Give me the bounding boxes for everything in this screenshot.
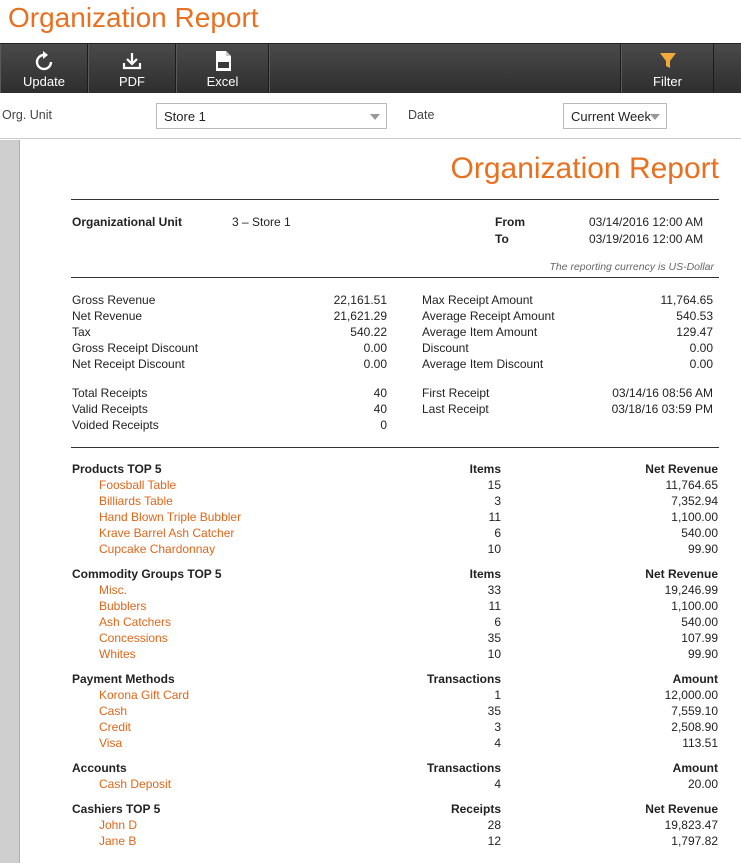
list-item-amount: 2,508.90 [671,720,718,734]
list-item-count: 4 [494,777,501,791]
divider [71,447,719,448]
section-col-header: Transactions [426,672,501,686]
list-item-link[interactable]: Billiards Table [99,494,173,508]
list-item-amount: 12,000.00 [664,688,718,702]
section-title: Cashiers TOP 5 [72,802,161,816]
summary-label: Gross Receipt Discount [72,341,199,355]
summary-value: 0.00 [689,341,713,355]
side-strip [0,140,20,863]
app-title: Organization Report [8,2,259,33]
section-col-header: Amount [672,672,718,686]
section-col-header: Amount [672,761,718,775]
list-item-count: 10 [487,542,501,556]
report-panel [21,140,741,863]
section-col-header: Net Revenue [645,567,718,581]
to-label: To [495,232,509,246]
list-item-count: 3 [494,720,501,734]
receipts-value: 40 [373,386,387,400]
excel-label: Excel [206,74,239,89]
section-col-header: Items [469,567,501,581]
list-item-amount: 99.90 [687,542,718,556]
date-label: Date [408,108,435,122]
list-item-link[interactable]: Cash [99,704,128,718]
summary-label: Max Receipt Amount [422,293,533,307]
summary-value: 22,161.51 [333,293,387,307]
list-item-link[interactable]: Cash Deposit [99,777,172,791]
list-item-count: 10 [487,647,501,661]
list-item-amount: 1,100.00 [671,599,718,613]
list-item-link[interactable]: Jane B [99,834,137,848]
chevron-down-icon [650,114,660,120]
section-col-header: Items [469,462,501,476]
pdf-label: PDF [119,74,145,89]
section-col-header: Net Revenue [645,462,718,476]
org-unit-value: Store 1 [164,109,206,124]
org-unit-text: 3 – Store 1 [232,215,291,229]
list-item-count: 11 [488,599,501,613]
list-item-link[interactable]: Visa [99,736,123,750]
list-item-amount: 11,764.65 [665,478,718,492]
list-item-count: 4 [494,736,501,750]
receipts-value: 03/14/16 08:56 AM [612,386,713,400]
list-item-amount: 1,797.82 [671,834,718,848]
summary-value: 540.53 [676,309,713,323]
summary-label: Average Item Discount [422,357,544,371]
receipts-label: Total Receipts [72,386,148,400]
list-item-count: 1 [494,688,501,702]
divider [71,277,719,278]
summary-value: 0.00 [363,357,387,371]
receipts-label: First Receipt [422,386,490,400]
receipts-label: Last Receipt [422,402,489,416]
list-item-count: 35 [487,631,501,645]
summary-value: 540.22 [350,325,387,339]
list-item-amount: 540.00 [681,526,718,540]
section-title: Accounts [72,761,127,775]
list-item-link[interactable]: Hand Blown Triple Bubbler [99,510,242,524]
section-col-header: Receipts [450,802,501,816]
summary-label: Net Receipt Discount [72,357,185,371]
summary-label: Gross Revenue [72,293,156,307]
pdf-button[interactable] [88,44,176,94]
toolbar-spacer [269,44,621,94]
to-date: 03/19/2016 12:00 AM [589,232,704,246]
list-item-amount: 99.90 [687,647,718,661]
list-item-link[interactable]: Foosball Table [99,478,177,492]
filter-button[interactable] [621,44,714,94]
summary-value: 11,764.65 [660,293,713,307]
summary-label: Average Receipt Amount [422,309,555,323]
list-item-link[interactable]: Bubblers [99,599,147,613]
receipts-value: 0 [380,418,387,432]
currency-note: The reporting currency is US-Dollar [549,261,714,273]
receipts-label: Valid Receipts [72,402,148,416]
list-item-count: 12 [487,834,501,848]
list-item-amount: 1,100.00 [671,510,718,524]
list-item-count: 3 [494,494,501,508]
summary-value: 129.47 [676,325,713,339]
list-item-count: 6 [494,615,501,629]
list-item-link[interactable]: John D [99,818,138,832]
list-item-count: 11 [488,510,501,524]
list-item-count: 28 [487,818,501,832]
org-unit-label: Org. Unit [2,108,53,122]
receipts-label: Voided Receipts [72,418,159,432]
summary-label: Discount [422,341,469,355]
list-item-link[interactable]: Whites [99,647,136,661]
receipts-value: 40 [373,402,387,416]
list-item-link[interactable]: Credit [99,720,132,734]
excel-button[interactable] [176,44,269,94]
date-select[interactable] [563,103,667,129]
receipts-value: 03/18/16 03:59 PM [611,402,713,416]
update-label: Update [23,74,65,89]
org-unit-heading: Organizational Unit [72,215,183,229]
list-item-link[interactable]: Krave Barrel Ash Catcher [99,526,235,540]
update-button[interactable] [0,44,88,94]
toolbar [0,43,741,93]
divider [71,199,719,200]
filter-label: Filter [653,74,682,89]
funnel-icon [622,50,713,74]
report-title: Organization Report [450,152,719,185]
xls-file-icon [177,50,268,74]
list-item-count: 35 [487,704,501,718]
list-item-amount: 540.00 [681,615,718,629]
date-value: Current Week [571,109,651,124]
summary-value: 0.00 [363,341,387,355]
org-unit-select[interactable] [156,103,387,129]
list-item-count: 15 [487,478,501,492]
from-label: From [495,215,525,229]
list-item-amount: 19,823.47 [664,818,718,832]
filter-bar [0,93,741,139]
list-item-link[interactable]: Ash Catchers [99,615,172,629]
list-item-link[interactable]: Korona Gift Card [99,688,190,702]
list-item-count: 33 [487,583,501,597]
section-col-header: Net Revenue [645,802,718,816]
summary-label: Tax [72,325,91,339]
section-title: Commodity Groups TOP 5 [72,567,222,581]
list-item-amount: 7,559.10 [671,704,718,718]
list-item-link[interactable]: Misc. [99,583,127,597]
list-item-amount: 19,246.99 [664,583,718,597]
from-date: 03/14/2016 12:00 AM [589,215,704,229]
summary-value: 21,621.29 [333,309,387,323]
list-item-amount: 7,352.94 [671,494,718,508]
chevron-down-icon [370,114,380,120]
list-item-count: 6 [494,526,501,540]
refresh-icon [1,50,87,74]
list-item-link[interactable]: Cupcake Chardonnay [99,542,216,556]
section-title: Payment Methods [72,672,175,686]
list-item-amount: 113.51 [682,736,718,750]
summary-label: Average Item Amount [422,325,538,339]
summary-label: Net Revenue [72,309,143,323]
section-col-header: Transactions [426,761,501,775]
section-title: Products TOP 5 [72,462,162,476]
list-item-amount: 107.99 [681,631,718,645]
download-icon [89,50,175,74]
summary-value: 0.00 [689,357,713,371]
list-item-link[interactable]: Concessions [99,631,168,645]
list-item-amount: 20.00 [687,777,718,791]
